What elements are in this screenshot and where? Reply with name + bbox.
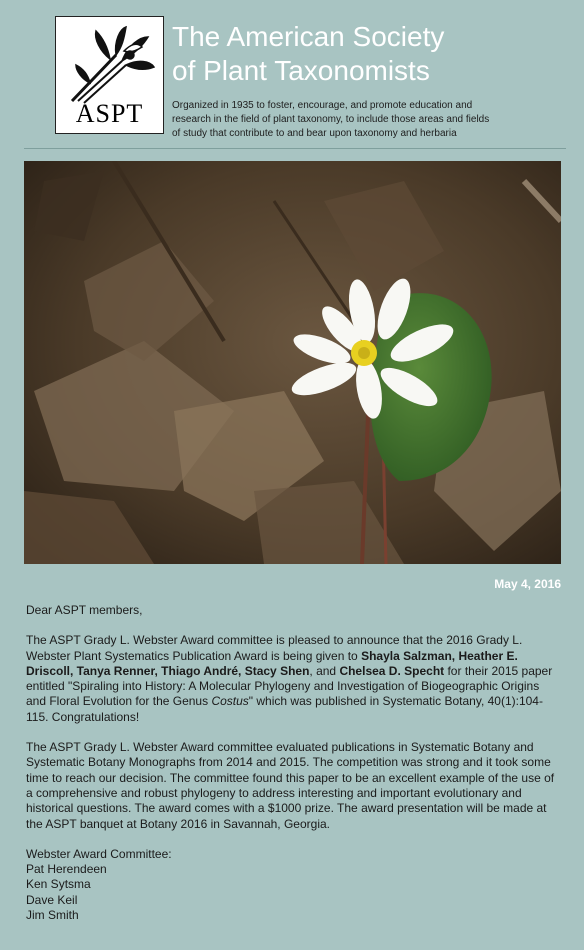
committee-member: Ken Sytsma [26,877,91,892]
award-authors: Shayla Salzman, Heather E. Driscoll, Tanya Renner, Thiago André, Stacy Shen [26,648,518,678]
p1-end: " which was published in Systematic Botany, 40(1):104-115. Congratulations! [26,694,543,724]
title-line-2: of Plant Taxonomists [172,55,430,86]
header-divider [24,148,566,149]
committee-evaluation-paragraph: The ASPT Grady L. Webster Award committee evaluated publications in Systematic Botany and Systematic Botany Monographs from 2014 and 2015. The competition was strong and it took some time to reach our decision. The committee found this paper to be an excellent example of the use of a comprehensive and robust phylogeny to address interesting and important evolutionary and historical questions. The award comes with a $1000 prize. The award presentation will be made at the ASPT banquet at Botany 2016 in Savannah, Georgia. [26,740,555,831]
header [0,0,584,148]
plant-logo-icon [64,21,156,109]
award-last-author: Chelsea D. Specht [339,663,445,678]
letter-body [26,603,562,923]
society-tagline: Organized in 1935 to foster, encourage, and promote education and research in the field of plant taxonomy, to include those areas and fields of study that contribute to and bear upon taxonomy and herbaria [172,100,490,139]
committee-list [26,847,562,923]
p1-and: , and [309,663,340,678]
logo-text: ASPT [75,99,144,128]
committee-member: Jim Smith [26,908,79,923]
bloodroot-flower-photo [24,161,561,564]
aspt-logo[interactable] [55,16,164,134]
announcement-date: May 4, 2016 [494,577,561,591]
title-line-1: The American Society [172,21,445,52]
committee-title: Webster Award Committee: [26,846,172,861]
society-title [172,20,572,88]
p1-intro: The ASPT Grady L. Webster Award committee is pleased to announce that the 2016 Grady L. Webster Plant Systematics Publication Award is being given to [26,633,523,663]
p1-mid: for their 2015 paper entitled "Spiraling into History: A Molecular Phylogeny and Investigation of Biogeographic Origins and Floral Evolution for the Genus [26,663,553,709]
committee-member: Dave Keil [26,892,78,907]
committee-member: Pat Herendeen [26,862,107,877]
greeting: Dear ASPT members, [26,603,143,617]
award-announcement-paragraph [26,633,562,725]
flower-image [24,161,561,564]
genus-name: Costus [211,694,249,709]
